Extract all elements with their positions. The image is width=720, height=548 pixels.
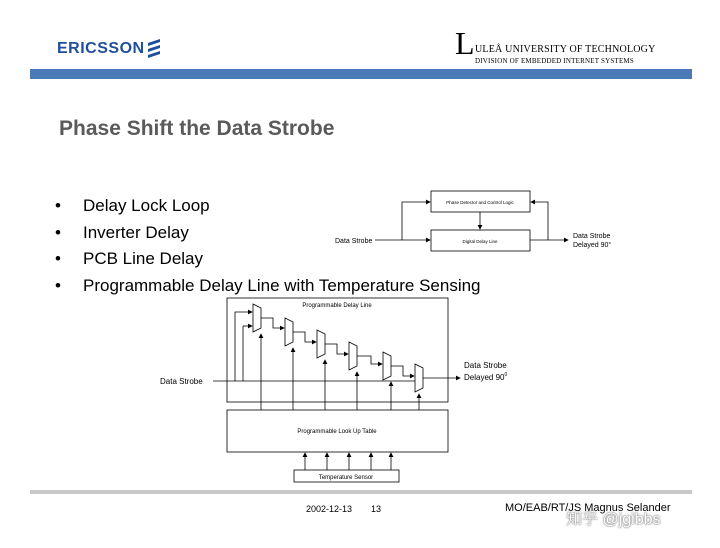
lookup-table-label: Programmable Look Up Table bbox=[297, 429, 377, 435]
bullet-marker: • bbox=[55, 275, 61, 295]
slide-title: Phase Shift the Data Strobe bbox=[59, 117, 335, 140]
ltu-logo-initial: L bbox=[455, 25, 475, 61]
dll-output-label-1: Data Strobe bbox=[573, 233, 611, 240]
ltu-logo-division: DIVISION OF EMBEDDED INTERNET SYSTEMS bbox=[475, 57, 634, 65]
bullet-text: Delay Lock Loop bbox=[83, 196, 210, 215]
pdl-input-label: Data Strobe bbox=[160, 377, 203, 386]
pdl-output-label-1: Data Strobe bbox=[464, 361, 507, 370]
bullet-marker: • bbox=[55, 249, 61, 268]
dll-diagram bbox=[330, 185, 630, 265]
bullet-marker: • bbox=[55, 222, 61, 242]
programmable-delay-diagram bbox=[155, 290, 525, 490]
temperature-sensor-label: Temperature Sensor bbox=[318, 475, 374, 481]
ltu-logo-name: ULEÅ UNIVERSITY OF TECHNOLOGY bbox=[475, 44, 656, 55]
ericsson-logo-text: ERICSSON bbox=[57, 40, 145, 57]
ericsson-logo-icon bbox=[146, 38, 162, 58]
bullet-text: Programmable Delay Line with Temperature Sensing bbox=[83, 275, 481, 295]
dll-input-label: Data Strobe bbox=[335, 238, 373, 245]
watermark: 知乎 @jgibbs bbox=[566, 511, 661, 528]
footer-date: 2002-12-13 bbox=[306, 504, 353, 514]
bullet-marker: • bbox=[55, 196, 61, 215]
footer-bar bbox=[30, 490, 692, 494]
dll-output-label-2: Delayed 90° bbox=[573, 242, 612, 249]
pdl-output-label-2: Delayed $90^0$ bbox=[464, 372, 508, 382]
delay-line-label: Programmable Delay Line bbox=[302, 303, 372, 309]
footer-author: MO/EAB/RT/JS Magnus Selander bbox=[505, 502, 671, 514]
footer-page-number: 13 bbox=[371, 504, 382, 514]
bullet-text: Inverter Delay bbox=[83, 222, 189, 242]
digital-delay-label: Digital Delay Line bbox=[462, 239, 498, 244]
header-bar bbox=[30, 69, 692, 79]
phase-detector-label: Phase Detector and Control Logic bbox=[446, 200, 514, 205]
bullet-text: PCB Line Delay bbox=[83, 249, 204, 268]
